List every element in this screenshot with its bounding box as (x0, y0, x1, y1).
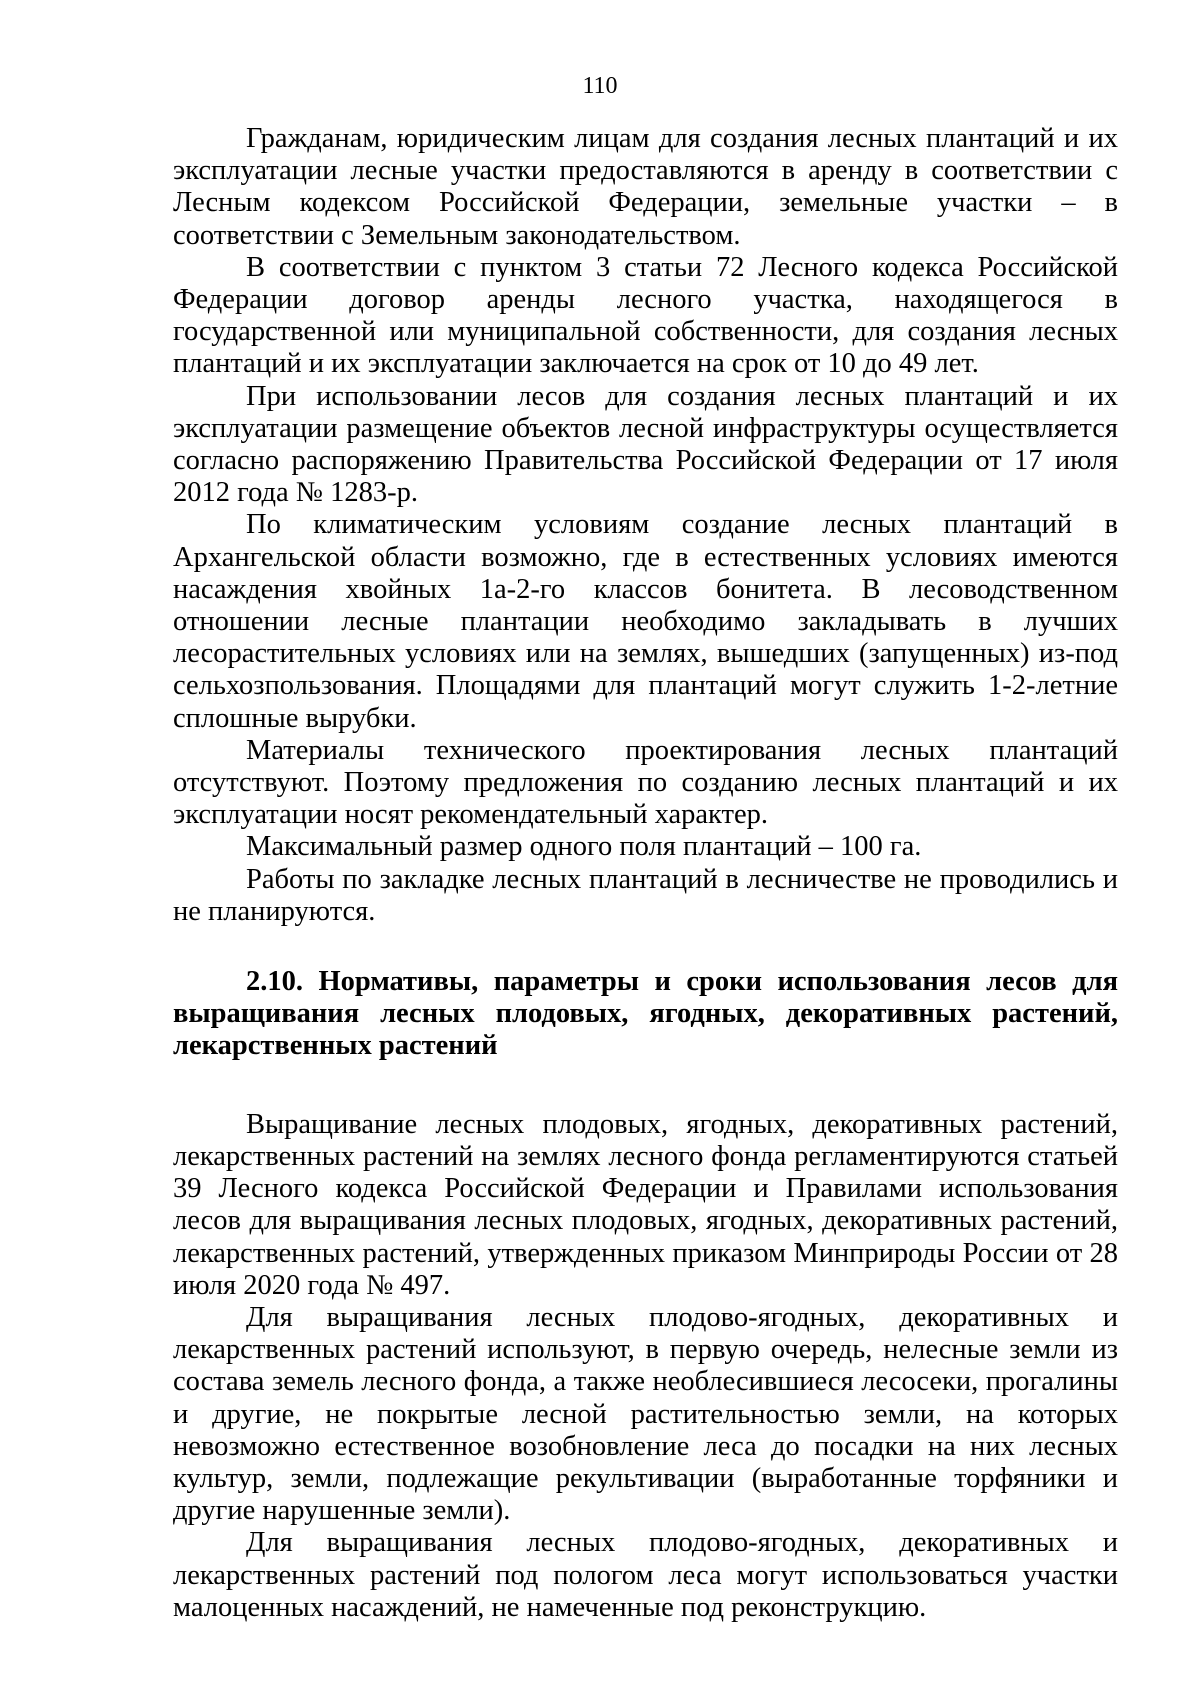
paragraph: Максимальный размер одного поля плантаций – 100 га. (246, 831, 922, 863)
paragraph: Материалы технического проектирования лесных плантаций отсутствуют. Поэтому предложения по созданию лесных плантаций и их эксплуатации носят рекомендательный характер. (173, 734, 1118, 831)
paragraph: В соответствии с пунктом 3 статьи 72 Лесного кодекса Российской Федерации договор аренды лесного участка, находящегося в государственной или муниципальной собственности, для создания лесных плантаций и их эксплуатации заключается на срок от 10 до 49 лет. (173, 251, 1118, 380)
paragraph: Для выращивания лесных плодово-ягодных, декоративных и лекарственных растений под пологом леса могут использоваться участки малоценных насаждений, не намеченные под реконструкцию. (173, 1527, 1118, 1623)
paragraph: Для выращивания лесных плодово-ягодных, декоративных и лекарственных растений используют, в первую очередь, нелесные земли из состава земель лесного фонда, а также необлесившиеся лесосеки, прогалины и другие, не покрытые лесной растительностью земли, на которых невозможно естественное возобновление леса до посадки на них лесных культур, земли, подлежащие рекультивации (выработанные торфяники и другие нарушенные земли). (173, 1301, 1118, 1527)
paragraph: Гражданам, юридическим лицам для создания лесных плантаций и их эксплуатации лесные участки предоставляются в аренду в соответствии с Лесным кодексом Российской Федерации, земельные участки – в соответствии с Земельным законодательством. (173, 123, 1118, 251)
paragraph: Выращивание лесных плодовых, ягодных, декоративных растений, лекарственных растений на землях лесного фонда регламентируются статьей 39 Лесного кодекса Российской Федерации и Правилами использования лесов для выращивания лесных плодовых, ягодных, декоративных растений, лекарственных растений, утвержденных приказом Минприроды России от 28 июля 2020 года № 497. (173, 1108, 1118, 1301)
page-number: 110 (582, 73, 618, 99)
paragraph: По климатическим условиям создание лесных плантаций в Архангельской области возможно, где в естественных условиях имеются насаждения хвойных 1а-2-го классов бонитета. В лесоводственном отношении лесные плантации необходимо закладывать в лучших лесорастительных условиях или на землях, вышедших (запущенных) из-под сельхозпользования. Площадями для плантаций могут служить 1-2-летние сплошные вырубки. (173, 509, 1118, 734)
paragraph: Работы по закладке лесных плантаций в лесничестве не проводились и не планируются. (173, 863, 1118, 927)
paragraph: При использовании лесов для создания лесных плантаций и их эксплуатации размещение объектов лесной инфраструктуры осуществляется согласно распоряжению Правительства Российской Федерации от 17 июля 2012 года № 1283-р. (173, 380, 1118, 509)
section-heading: 2.10. Нормативы, параметры и сроки использования лесов для выращивания лесных плодовых, ягодных, декоративных растений, лекарственных растений (173, 966, 1118, 1062)
page-content (173, 123, 1118, 1624)
